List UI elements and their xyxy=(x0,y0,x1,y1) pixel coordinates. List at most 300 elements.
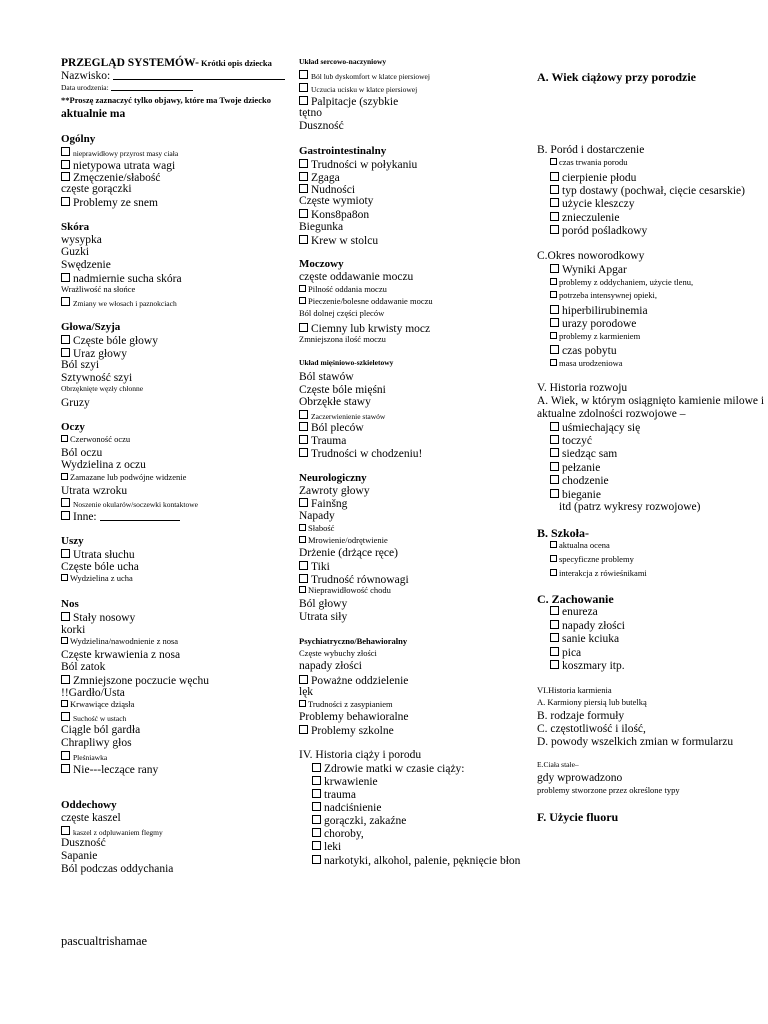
checkbox-item[interactable] xyxy=(299,561,330,574)
item-label: Ogólny xyxy=(61,133,96,145)
item-label: Krwawiące dziąsła xyxy=(70,699,135,709)
form-text xyxy=(61,688,125,700)
form-text[interactable] xyxy=(61,84,193,92)
checkbox-item[interactable] xyxy=(299,410,385,421)
item-label: Częste bóle mięśni xyxy=(299,384,386,396)
item-label: Swędzenie xyxy=(61,259,111,271)
section-heading xyxy=(299,359,393,367)
blank-line[interactable] xyxy=(100,520,180,521)
form-text xyxy=(61,662,105,674)
checkbox-icon[interactable] xyxy=(550,489,559,498)
checkbox-item[interactable] xyxy=(312,815,406,828)
checkbox-icon[interactable] xyxy=(299,209,308,218)
form-text xyxy=(61,650,180,662)
section-heading xyxy=(299,637,407,646)
checkbox-item[interactable] xyxy=(299,586,391,595)
item-label: trauma xyxy=(324,789,356,801)
checkbox-icon[interactable] xyxy=(299,70,308,79)
item-label: Guzki xyxy=(61,246,90,258)
item-label: itd (patrz wykresy rozwojowe) xyxy=(559,501,701,513)
checkbox-icon[interactable] xyxy=(61,435,68,442)
checkbox-item[interactable] xyxy=(550,555,634,564)
checkbox-item[interactable] xyxy=(299,675,408,688)
checkbox-icon[interactable] xyxy=(299,725,308,734)
item-label: Biegunka xyxy=(299,221,344,233)
item-label: Fainšng xyxy=(311,498,348,510)
checkbox-icon[interactable] xyxy=(299,184,308,193)
item-label: Psychiatryczno/Behawioralny xyxy=(299,636,408,646)
checkbox-item[interactable] xyxy=(61,335,158,348)
checkbox-item[interactable] xyxy=(312,841,341,854)
checkbox-icon[interactable] xyxy=(550,569,557,576)
checkbox-item[interactable] xyxy=(550,633,619,646)
checkbox-item[interactable] xyxy=(299,448,422,461)
checkbox-icon[interactable] xyxy=(299,323,308,332)
checkbox-icon[interactable] xyxy=(61,297,70,306)
item-label: Zamazane lub podwójne widzenie xyxy=(70,472,187,482)
checkbox-icon[interactable] xyxy=(299,297,306,304)
section-heading xyxy=(61,58,272,70)
checkbox-item[interactable] xyxy=(550,606,598,619)
item-label: Data urodzenia: xyxy=(61,83,111,92)
checkbox-item[interactable] xyxy=(61,511,180,524)
checkbox-icon[interactable] xyxy=(299,700,306,707)
checkbox-icon[interactable] xyxy=(550,448,559,457)
checkbox-item[interactable] xyxy=(61,297,177,308)
checkbox-icon[interactable] xyxy=(312,855,321,864)
form-text xyxy=(61,851,97,863)
checkbox-item[interactable] xyxy=(61,612,135,625)
checkbox-icon[interactable] xyxy=(61,172,70,181)
checkbox-icon[interactable] xyxy=(299,96,308,105)
form-text xyxy=(61,813,121,825)
item-label: Problemy behawioralne xyxy=(299,711,409,723)
item-label: Duszność xyxy=(299,120,344,132)
form-text xyxy=(61,838,106,850)
checkbox-icon[interactable] xyxy=(299,159,308,168)
checkbox-icon[interactable] xyxy=(550,435,559,444)
checkbox-item[interactable] xyxy=(550,318,636,331)
item-label: częste gorączki xyxy=(61,183,132,195)
item-label: pica xyxy=(562,647,582,659)
form-text xyxy=(61,448,102,460)
item-label: Układ mięśniowo-szkieletowy xyxy=(299,358,394,367)
item-label: leki xyxy=(324,841,342,853)
item-label: Ciągle ból gardła xyxy=(61,724,141,736)
checkbox-icon[interactable] xyxy=(299,524,306,531)
checkbox-item[interactable] xyxy=(299,70,430,81)
item-label: Ból szyi xyxy=(61,359,100,371)
item-label: Uraz głowy xyxy=(73,348,127,360)
form-text xyxy=(299,612,347,624)
checkbox-item[interactable] xyxy=(550,291,657,300)
section-heading xyxy=(299,473,367,484)
checkbox-icon[interactable] xyxy=(61,498,70,507)
checkbox-item[interactable] xyxy=(61,160,175,173)
item-label: interakcja z rówieśnikami xyxy=(559,568,647,578)
item-label: nadmiernie sucha skóra xyxy=(73,273,182,285)
checkbox-icon[interactable] xyxy=(550,332,557,339)
checkbox-icon[interactable] xyxy=(550,475,559,484)
form-text xyxy=(537,383,627,395)
checkbox-icon[interactable] xyxy=(299,448,308,457)
item-label: Pleśniawka xyxy=(73,753,108,762)
checkbox-icon[interactable] xyxy=(61,549,70,558)
checkbox-item[interactable] xyxy=(299,536,388,545)
checkbox-icon[interactable] xyxy=(299,235,308,244)
form-text xyxy=(299,712,409,724)
section-heading xyxy=(537,527,589,539)
item-label: Nie---leczące rany xyxy=(73,764,159,776)
checkbox-item[interactable] xyxy=(299,725,394,738)
item-label: częste kaszel xyxy=(61,812,121,824)
checkbox-icon[interactable] xyxy=(550,462,559,471)
checkbox-icon[interactable] xyxy=(299,285,306,292)
blank-line[interactable] xyxy=(111,90,193,91)
item-label: Częste bóle ucha xyxy=(61,561,139,573)
checkbox-icon[interactable] xyxy=(61,473,68,480)
item-label: B. Szkoła- xyxy=(537,526,590,540)
item-label: Czerwoność oczu xyxy=(70,434,131,444)
section-heading xyxy=(61,222,89,233)
checkbox-item[interactable] xyxy=(550,660,625,673)
checkbox-item[interactable] xyxy=(61,712,126,723)
form-text xyxy=(61,235,102,247)
item-label: nadciśnienie xyxy=(324,802,382,814)
item-label: Ból lub dyskomfort w klatce piersiowej xyxy=(311,72,430,81)
checkbox-icon[interactable] xyxy=(61,637,68,644)
checkbox-icon[interactable] xyxy=(550,345,559,354)
item-label: V. Historia rozwoju xyxy=(537,382,628,394)
item-label: B. rodzaje formuły xyxy=(537,710,625,722)
checkbox-icon[interactable] xyxy=(61,574,68,581)
item-label: Nieprawidłowość chodu xyxy=(308,585,391,595)
checkbox-item[interactable] xyxy=(312,855,520,868)
checkbox-icon[interactable] xyxy=(61,335,70,344)
checkbox-item[interactable] xyxy=(550,647,581,660)
item-label: Inne: xyxy=(73,511,100,523)
checkbox-item[interactable] xyxy=(299,422,364,435)
item-label: Zmniejszona ilość moczu xyxy=(299,334,386,344)
checkbox-item[interactable] xyxy=(299,297,433,306)
checkbox-icon[interactable] xyxy=(312,802,321,811)
checkbox-item[interactable] xyxy=(299,159,417,172)
checkbox-icon[interactable] xyxy=(61,511,70,520)
item-label: Ból podczas oddychania xyxy=(61,863,174,875)
item-label: nieprawidłowy przyrost masy ciała xyxy=(73,149,179,158)
checkbox-icon[interactable] xyxy=(61,675,70,684)
checkbox-icon[interactable] xyxy=(550,291,557,298)
checkbox-icon[interactable] xyxy=(299,410,308,419)
item-label: Trudności w chodzeniu! xyxy=(311,448,423,460)
item-label: napady złości xyxy=(299,660,362,672)
item-label: Zaczerwienienie stawów xyxy=(311,412,386,421)
checkbox-icon[interactable] xyxy=(550,606,559,615)
item-label: Gastrointestinalny xyxy=(299,145,387,157)
form-text xyxy=(61,725,140,737)
checkbox-icon[interactable] xyxy=(299,435,308,444)
form-text xyxy=(299,661,362,673)
checkbox-icon[interactable] xyxy=(61,612,70,621)
item-label: Układ sercowo-naczyniowy xyxy=(299,57,387,66)
item-label: poród pośladkowy xyxy=(562,225,648,237)
item-label: Obrzęknięte węzły chłonne xyxy=(61,384,144,393)
item-label: gdy wprowadzono xyxy=(537,772,623,784)
item-label: Utrata wzroku xyxy=(61,485,128,497)
checkbox-icon[interactable] xyxy=(61,160,70,169)
form-text xyxy=(61,486,127,498)
form-text xyxy=(299,272,413,284)
item-label: Głowa/Szyja xyxy=(61,321,121,333)
item-label: Chrapliwy głos xyxy=(61,737,132,749)
item-label: Zgaga xyxy=(311,172,340,184)
checkbox-icon[interactable] xyxy=(299,574,308,583)
form-text xyxy=(299,372,354,384)
form-text xyxy=(537,786,680,795)
checkbox-item[interactable] xyxy=(61,435,130,444)
item-label: użycie kleszczy xyxy=(562,198,635,210)
item-label: D. powody wszelkich zmian w formularzu xyxy=(537,736,734,748)
checkbox-item[interactable] xyxy=(550,448,617,461)
checkbox-icon[interactable] xyxy=(61,751,70,760)
checkbox-item[interactable] xyxy=(550,264,627,277)
item-label: Noszenie okularów/soczewki kontaktowe xyxy=(73,500,198,509)
checkbox-icon[interactable] xyxy=(61,147,70,156)
item-label: Częste wymioty xyxy=(299,195,374,207)
checkbox-item[interactable] xyxy=(550,172,636,185)
form-text xyxy=(299,385,386,397)
checkbox-icon[interactable] xyxy=(312,828,321,837)
item-label: choroby, xyxy=(324,828,364,840)
form-text xyxy=(61,460,146,472)
checkbox-icon[interactable] xyxy=(550,264,559,273)
section-heading xyxy=(61,134,95,145)
section-heading xyxy=(537,811,618,823)
checkbox-icon[interactable] xyxy=(312,763,321,772)
form-text xyxy=(299,511,335,523)
checkbox-item[interactable] xyxy=(299,83,417,94)
checkbox-icon[interactable] xyxy=(550,318,559,327)
item-label: Stały nosowy xyxy=(73,612,136,624)
checkbox-item[interactable] xyxy=(299,172,340,185)
item-label: B. Poród i dostarczenie xyxy=(537,144,645,156)
checkbox-item[interactable] xyxy=(61,549,135,562)
checkbox-icon[interactable] xyxy=(299,675,308,684)
checkbox-icon[interactable] xyxy=(312,789,321,798)
checkbox-icon[interactable] xyxy=(550,185,559,194)
form-text xyxy=(537,409,686,421)
checkbox-icon[interactable] xyxy=(550,633,559,642)
checkbox-icon[interactable] xyxy=(550,647,559,656)
item-label: Tiki xyxy=(311,561,330,573)
item-label: Trauma xyxy=(311,435,347,447)
checkbox-item[interactable] xyxy=(312,763,465,776)
checkbox-item[interactable] xyxy=(299,524,334,533)
item-label: siedząc sam xyxy=(562,448,618,460)
item-label: Wrażliwość na słońce xyxy=(61,284,136,294)
checkbox-icon[interactable] xyxy=(61,700,68,707)
checkbox-icon[interactable] xyxy=(299,172,308,181)
item-label: Ból oczu xyxy=(61,447,103,459)
checkbox-item[interactable] xyxy=(312,789,356,802)
checkbox-icon[interactable] xyxy=(550,541,557,548)
checkbox-item[interactable] xyxy=(550,475,609,488)
checkbox-icon[interactable] xyxy=(312,815,321,824)
item-label: znieczulenie xyxy=(562,212,620,224)
checkbox-item[interactable] xyxy=(299,285,387,294)
item-label: urazy porodowe xyxy=(562,318,637,330)
checkbox-item[interactable] xyxy=(550,212,619,225)
checkbox-icon[interactable] xyxy=(312,776,321,785)
checkbox-item[interactable] xyxy=(61,764,158,777)
checkbox-icon[interactable] xyxy=(299,498,308,507)
form-text[interactable] xyxy=(61,71,285,83)
checkbox-icon[interactable] xyxy=(550,359,557,366)
form-text xyxy=(61,373,132,385)
checkbox-icon[interactable] xyxy=(550,305,559,314)
item-label: enureza xyxy=(562,606,598,618)
checkbox-icon[interactable] xyxy=(550,158,557,165)
item-label: uśmiechający się xyxy=(562,422,641,434)
checkbox-item[interactable] xyxy=(550,435,592,448)
item-label: Częste krwawienia z nosa xyxy=(61,649,181,661)
checkbox-item[interactable] xyxy=(550,462,600,475)
form-text xyxy=(537,711,624,723)
form-text xyxy=(299,548,398,560)
checkbox-item[interactable] xyxy=(299,700,393,709)
checkbox-item[interactable] xyxy=(61,574,133,583)
checkbox-icon[interactable] xyxy=(61,273,70,282)
checkbox-icon[interactable] xyxy=(550,660,559,669)
checkbox-icon[interactable] xyxy=(550,198,559,207)
checkbox-item[interactable] xyxy=(550,332,640,341)
checkbox-item[interactable] xyxy=(312,828,364,841)
checkbox-item[interactable] xyxy=(61,751,107,762)
checkbox-item[interactable] xyxy=(550,345,617,358)
item-label: Neurologiczny xyxy=(299,472,367,484)
checkbox-icon[interactable] xyxy=(299,422,308,431)
item-label: specyficzne problemy xyxy=(559,554,634,564)
section-heading xyxy=(537,593,614,605)
checkbox-item[interactable] xyxy=(61,197,158,210)
checkbox-item[interactable] xyxy=(299,435,346,448)
checkbox-item[interactable] xyxy=(299,209,369,222)
checkbox-item[interactable] xyxy=(550,278,693,287)
checkbox-icon[interactable] xyxy=(299,586,306,593)
checkbox-icon[interactable] xyxy=(61,197,70,206)
checkbox-icon[interactable] xyxy=(299,83,308,92)
section-heading xyxy=(61,96,271,105)
item-label: Uczucia ucisku w klatce piersiowej xyxy=(311,85,418,94)
section-heading xyxy=(61,800,117,811)
checkbox-icon[interactable] xyxy=(550,278,557,285)
checkbox-icon[interactable] xyxy=(550,212,559,221)
item-label: aktualne zdolności rozwojowe – xyxy=(537,408,686,420)
checkbox-icon[interactable] xyxy=(61,712,70,721)
checkbox-item[interactable] xyxy=(550,620,625,633)
item-label: masa urodzeniowa xyxy=(559,358,623,368)
checkbox-item[interactable] xyxy=(550,489,601,502)
form-text xyxy=(61,864,173,876)
item-label: Utrata siły xyxy=(299,611,348,623)
form-text xyxy=(299,196,373,208)
item-label: Krew w stolcu xyxy=(311,235,379,247)
item-label: F. Użycie fluoru xyxy=(537,810,619,824)
checkbox-item[interactable] xyxy=(312,802,381,815)
checkbox-item[interactable] xyxy=(550,541,610,550)
form-text xyxy=(61,360,99,372)
item-label: Kons8pa8on xyxy=(311,209,370,221)
checkbox-item[interactable] xyxy=(299,235,378,248)
item-label: tętno xyxy=(299,107,322,119)
checkbox-icon[interactable] xyxy=(550,555,557,562)
item-label: C. częstotliwość i ilość, xyxy=(537,723,646,735)
form-text xyxy=(299,397,371,409)
form-text xyxy=(299,486,370,498)
checkbox-icon[interactable] xyxy=(550,172,559,181)
checkbox-item[interactable] xyxy=(61,826,163,837)
form-text xyxy=(61,738,132,750)
checkbox-icon[interactable] xyxy=(550,620,559,629)
checkbox-item[interactable] xyxy=(61,498,198,509)
form-text xyxy=(537,396,764,408)
checkbox-item[interactable] xyxy=(61,473,186,482)
title-subtitle: Krótki opis dziecka xyxy=(198,58,272,68)
checkbox-item[interactable] xyxy=(550,225,647,238)
checkbox-icon[interactable] xyxy=(550,225,559,234)
checkbox-icon[interactable] xyxy=(550,422,559,431)
checkbox-item[interactable] xyxy=(550,359,623,368)
checkbox-icon[interactable] xyxy=(299,536,306,543)
form-text xyxy=(299,599,347,611)
form-text xyxy=(299,335,386,344)
item-label: problemy z oddychaniem, użycie tlenu, xyxy=(559,277,694,287)
checkbox-item[interactable] xyxy=(550,422,640,435)
checkbox-item[interactable] xyxy=(550,305,648,318)
item-label: Nos xyxy=(61,598,79,610)
item-label: Ból dolnej części pleców xyxy=(299,308,385,318)
checkbox-item[interactable] xyxy=(299,498,347,511)
item-label: Skóra xyxy=(61,221,90,233)
checkbox-icon[interactable] xyxy=(312,841,321,850)
checkbox-item[interactable] xyxy=(312,776,378,789)
form-text xyxy=(299,309,384,318)
item-label: E.Ciała stałe– xyxy=(537,760,579,769)
form-text xyxy=(537,145,644,157)
checkbox-item[interactable] xyxy=(550,158,627,167)
checkbox-item[interactable] xyxy=(61,637,178,646)
checkbox-icon[interactable] xyxy=(61,826,70,835)
form-text xyxy=(61,260,111,272)
checkbox-item[interactable] xyxy=(61,675,209,688)
item-label: Poważne oddzielenie xyxy=(311,675,409,687)
item-label: Słabość xyxy=(308,523,335,533)
checkbox-item[interactable] xyxy=(550,569,647,578)
checkbox-item[interactable] xyxy=(61,147,178,158)
section-heading xyxy=(61,599,79,610)
checkbox-item[interactable] xyxy=(61,700,134,709)
blank-line[interactable] xyxy=(113,79,285,80)
item-label: aktualna ocena xyxy=(559,540,610,550)
item-label: napady złości xyxy=(562,620,625,632)
checkbox-icon[interactable] xyxy=(61,764,70,773)
checkbox-item[interactable] xyxy=(550,185,745,198)
form-text xyxy=(299,750,421,762)
checkbox-icon[interactable] xyxy=(299,561,308,570)
checkbox-item[interactable] xyxy=(550,198,634,211)
checkbox-icon[interactable] xyxy=(61,348,70,357)
item-label: Wyniki Apgar xyxy=(562,264,627,276)
